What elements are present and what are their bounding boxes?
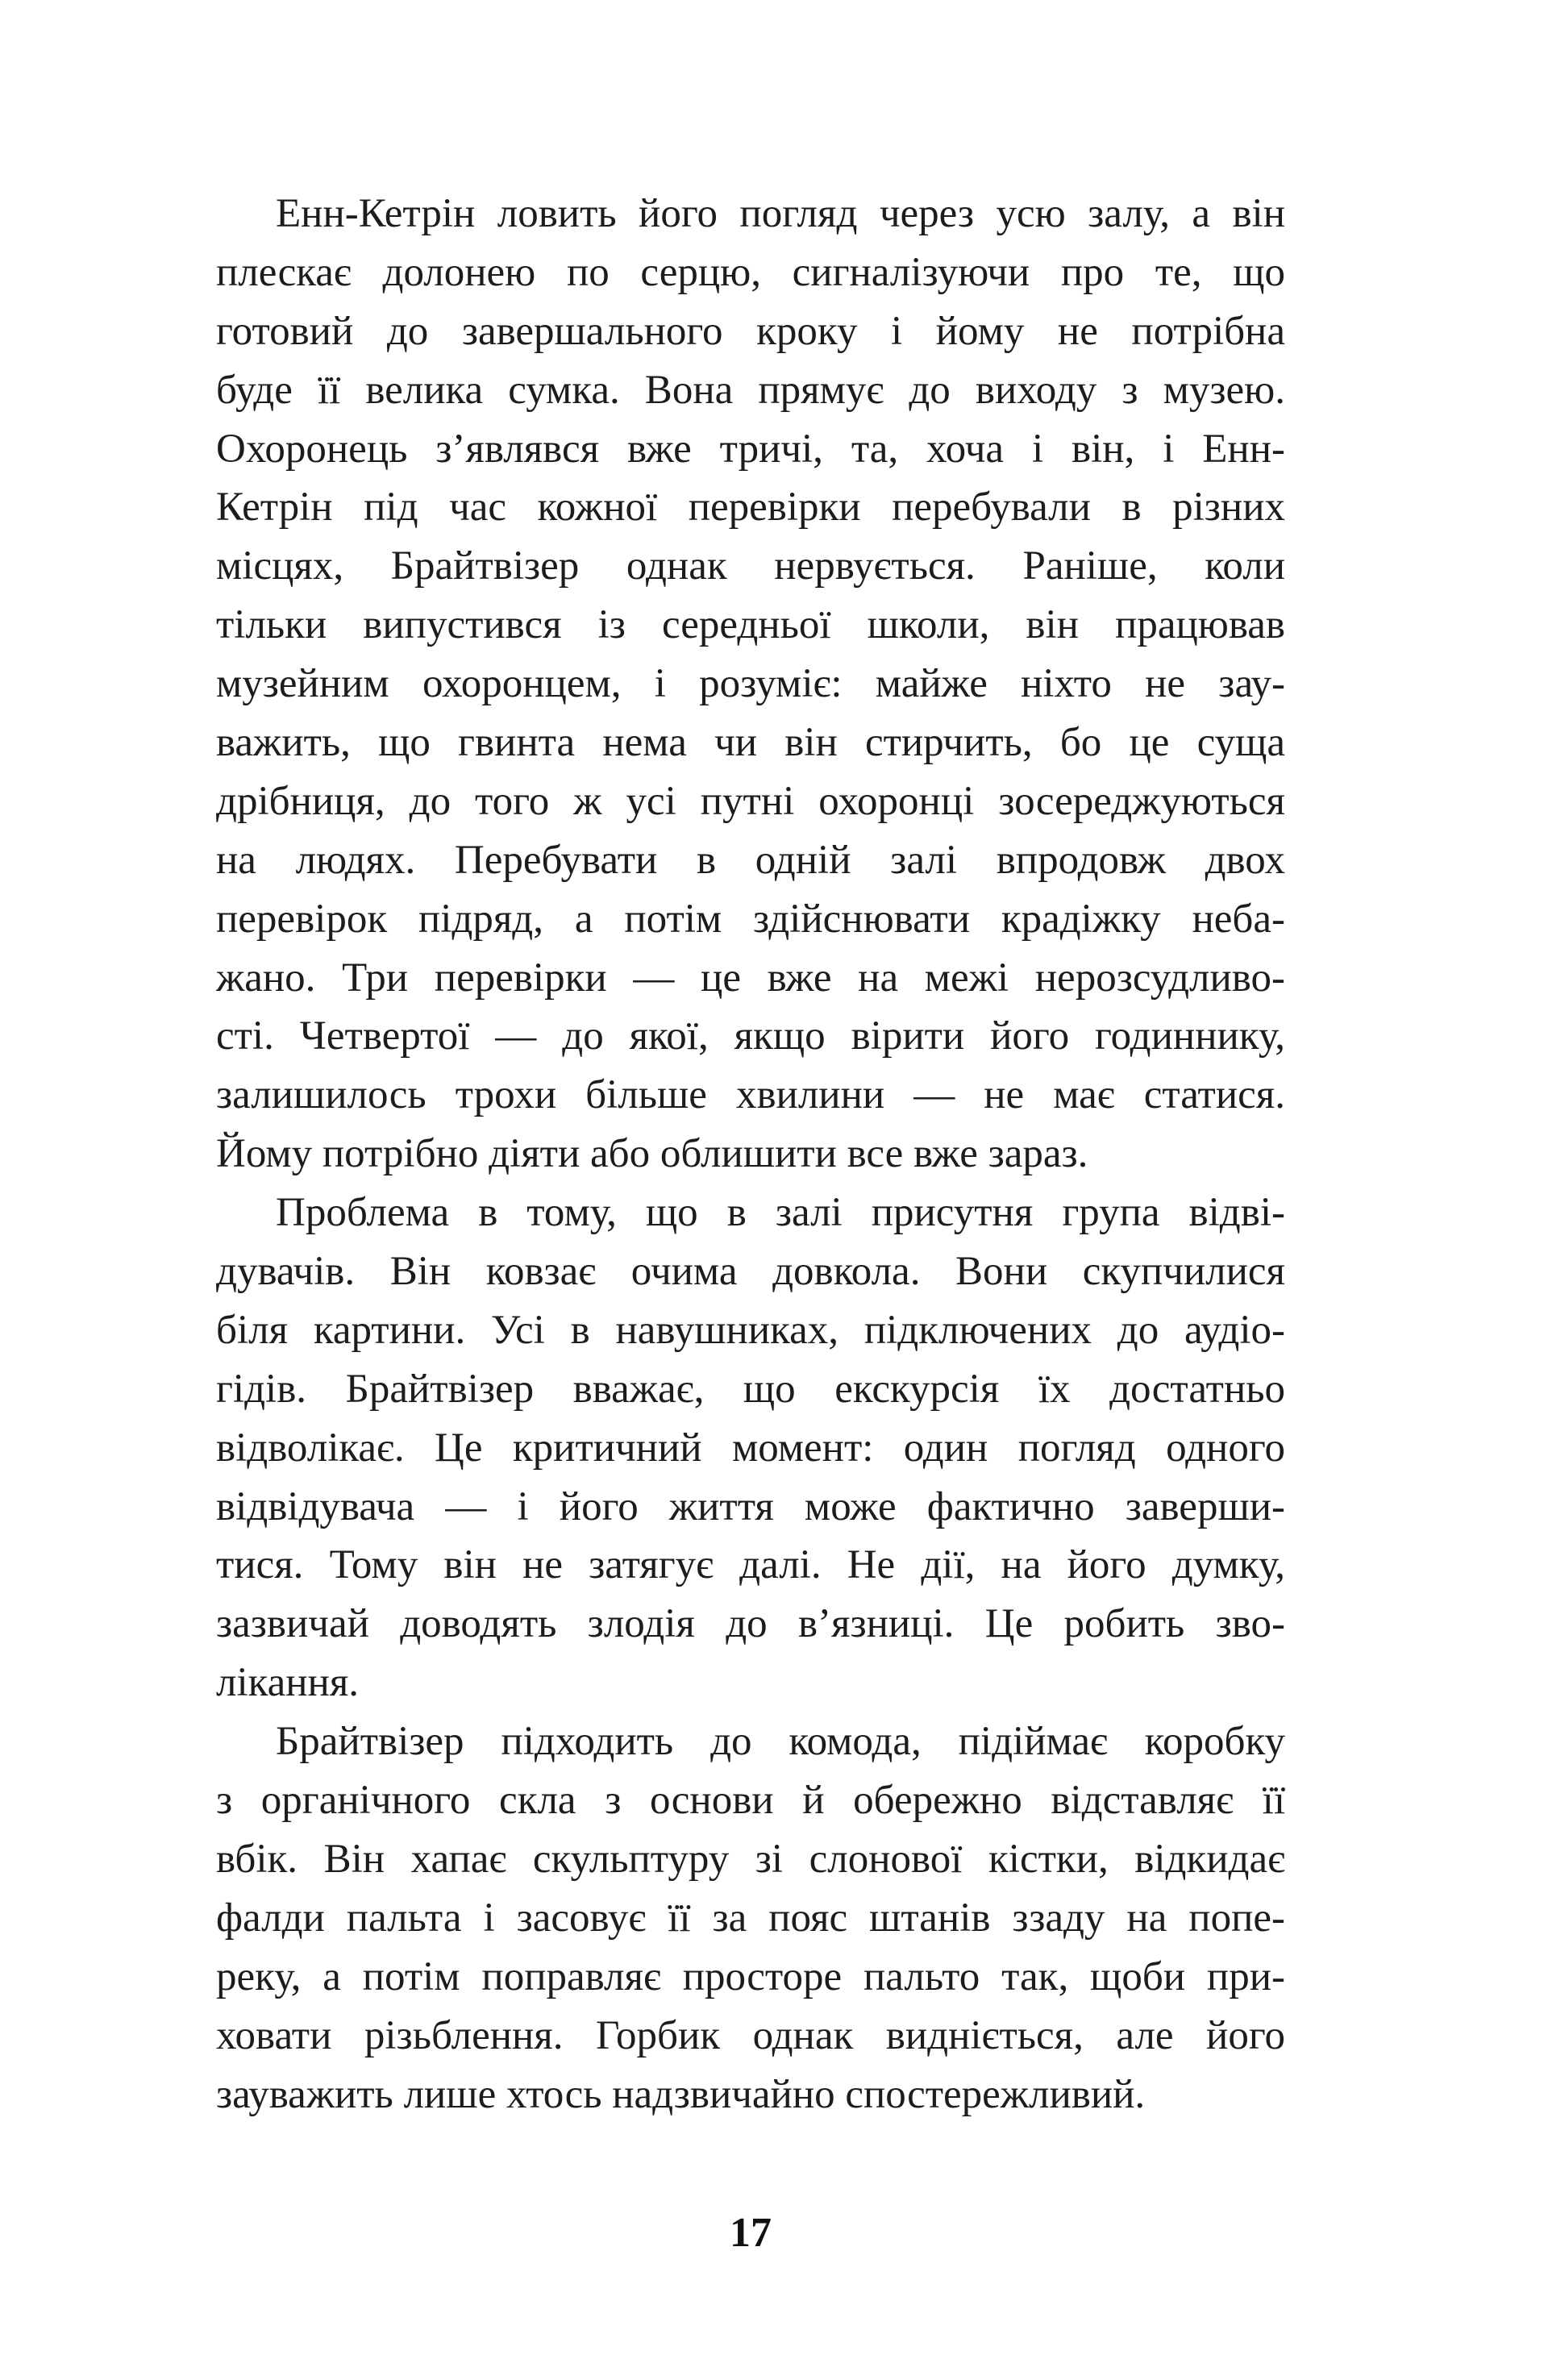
text-line: Кетрін під час кожної перевірки перебували в різних (216, 485, 1285, 531)
text-line: Проблема в тому, що в залі присутня група відві- (276, 1190, 1285, 1236)
text-line: біля картини. Усі в навушниках, підключених до аудіо- (216, 1307, 1285, 1353)
text-line: Брайтвізер підходить до комода, підіймає коробку (276, 1719, 1285, 1765)
text-line: готовий до завершального кроку і йому не потрібна (216, 308, 1285, 354)
text-line: тільки випустився із середньої школи, він працював (216, 602, 1285, 648)
text-line: залишилось трохи більше хвилини — не має статися. (216, 1072, 1285, 1118)
text-line: Йому потрібно діяти або облишити все вже зараз. (216, 1131, 1088, 1177)
text-line: лікання. (216, 1660, 360, 1706)
text-line: ховати різьблення. Горбик однак видніється, але його (216, 2012, 1285, 2058)
text-line: фалди пальта і засовує її за пояс штанів ззаду на попе- (216, 1895, 1285, 1941)
text-line: перевірок підряд, а потім здійснювати крадіжку неба- (216, 896, 1285, 942)
paragraph-3 (216, 1712, 1285, 2124)
text-line: місцях, Брайтвізер однак нервується. Раніше, коли (216, 543, 1285, 589)
text-line: вбік. Він хапає скульптуру зі слонової кістки, відкидає (216, 1836, 1285, 1882)
page-number: 17 (730, 2210, 772, 2256)
text-line: дрібниця, до того ж усі путні охоронці зосереджуються (216, 778, 1285, 824)
text-line: дувачів. Він ковзає очима довкола. Вони скупчилися (216, 1249, 1285, 1295)
text-line: сті. Четвертої — до якої, якщо вірити його годиннику, (216, 1013, 1285, 1059)
text-line: буде її велика сумка. Вона прямує до виходу з музею. (216, 367, 1285, 413)
text-line: зауважить лише хтось надзвичайно спостережливий. (216, 2071, 1146, 2117)
paragraph-2 (216, 1184, 1285, 1712)
text-line: реку, а потім поправляє просторе пальто так, щоби при- (216, 1954, 1285, 1999)
text-line: жано. Три перевірки — це вже на межі нерозсудливо- (216, 955, 1285, 1001)
text-line: відволікає. Це критичний момент: один погляд одного (216, 1425, 1285, 1471)
text-line: музейним охоронцем, і розуміє: майже ніхто не зау- (216, 661, 1285, 707)
text-line: Охоронець з’являвся вже тричі, та, хоча і він, і Енн- (216, 426, 1285, 472)
text-line: на людях. Перебувати в одній залі впродовж двох (216, 837, 1285, 883)
text-line: зазвичай доводять злодія до в’язниці. Це робить зво- (216, 1601, 1285, 1647)
text-line: плескає долонею по серцю, сигналізуючи про те, що (216, 249, 1285, 295)
text-line: гідів. Брайтвізер вважає, що екскурсія їх достатньо (216, 1366, 1285, 1412)
text-line: тися. Тому він не затягує далі. Не дії, на його думку, (216, 1542, 1285, 1588)
text-line: Енн-Кетрін ловить його погляд через усю залу, а він (276, 191, 1285, 236)
book-page-text (216, 185, 1285, 2124)
text-line: з органічного скла з основи й обережно відставляє її (216, 1778, 1285, 1824)
text-line: важить, що гвинта нема чи він стирчить, бо це суща (216, 720, 1285, 766)
text-line: відвідувача — і його життя може фактично заверши- (216, 1483, 1285, 1529)
paragraph-1 (216, 185, 1285, 1184)
